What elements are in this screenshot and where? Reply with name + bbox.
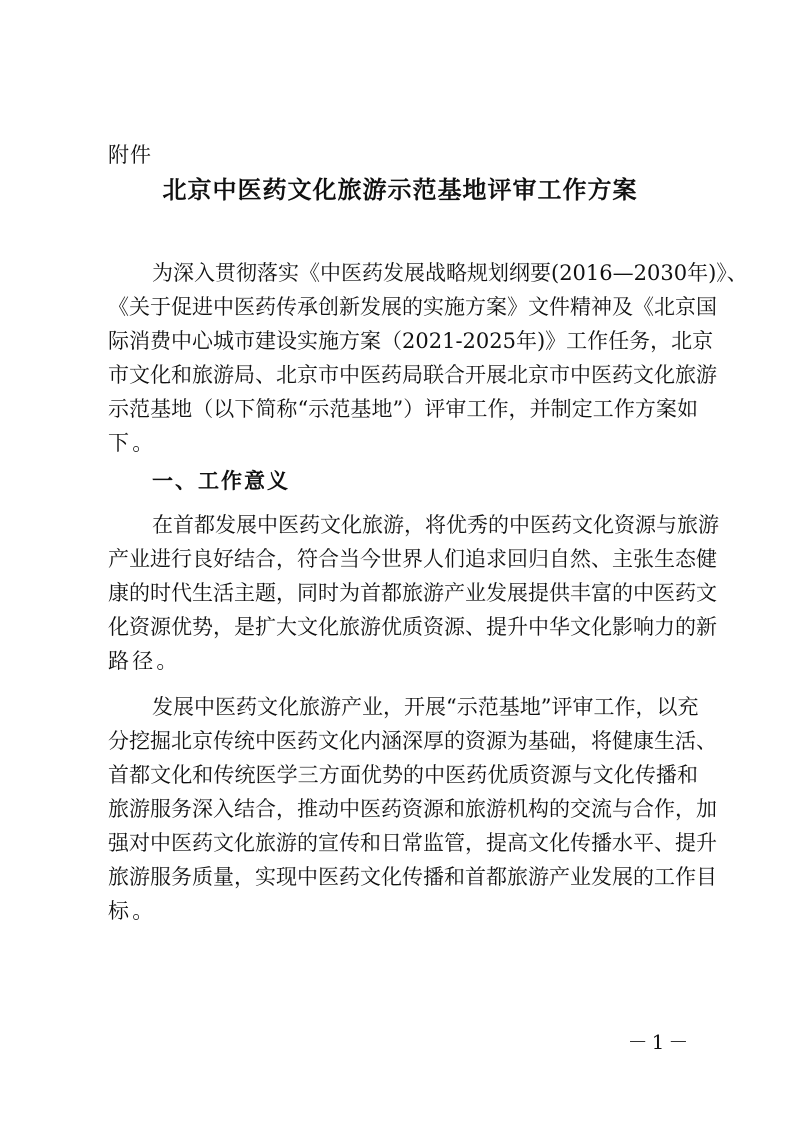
paragraph-line: 路径。 [108,649,181,673]
intro-line: 际消费中心城市建设实施方案（2021-2025年)》工作任务，北京 [108,329,714,353]
paragraph-line: 在首都发展中医药文化旅游，将优秀的中医药文化资源与旅游 [152,513,719,537]
paragraph-line: 康的时代生活主题，同时为首都旅游产业发展提供丰富的中医药文 [108,581,717,605]
intro-line: 市文化和旅游局、北京市中医药局联合开展北京市中医药文化旅游 [108,363,717,387]
paragraph-line: 发展中医药文化旅游产业，开展“示范基地”评审工作，以充 [152,695,699,719]
attachment-label: 附件 [108,143,152,167]
intro-line: 为深入贯彻落实《中医药发展战略规划纲要(2016—2030年)》、 [152,261,748,285]
page-number: －1－ [627,1030,693,1054]
intro-line: 《关于促进中医药传承创新发展的实施方案》文件精神及《北京国 [108,295,717,319]
intro-line: 下。 [108,431,157,455]
paragraph-line: 旅游服务质量，实现中医药文化传播和首都旅游产业发展的工作目 [108,865,717,889]
document-title: 北京中医药文化旅游示范基地评审工作方案 [162,175,638,204]
paragraph-line: 化资源优势，是扩大文化旅游优质资源、提升中华文化影响力的新 [108,615,717,639]
section-heading: 一、工作意义 [152,468,290,493]
paragraph-line: 首都文化和传统医学三方面优势的中医药优质资源与文化传播和 [108,763,698,787]
paragraph-line: 分挖掘北京传统中医药文化内涵深厚的资源为基础，将健康生活、 [108,729,717,753]
paragraph-line: 产业进行良好结合，符合当今世界人们追求回归自然、主张生态健 [108,547,717,571]
intro-line: 示范基地（以下简称“示范基地”）评审工作，并制定工作方案如 [108,397,698,421]
paragraph-line: 强对中医药文化旅游的宣传和日常监管，提高文化传播水平、提升 [108,831,717,855]
paragraph-line: 标。 [108,899,157,923]
paragraph-line: 旅游服务深入结合，推动中医药资源和旅游机构的交流与合作，加 [108,797,717,821]
